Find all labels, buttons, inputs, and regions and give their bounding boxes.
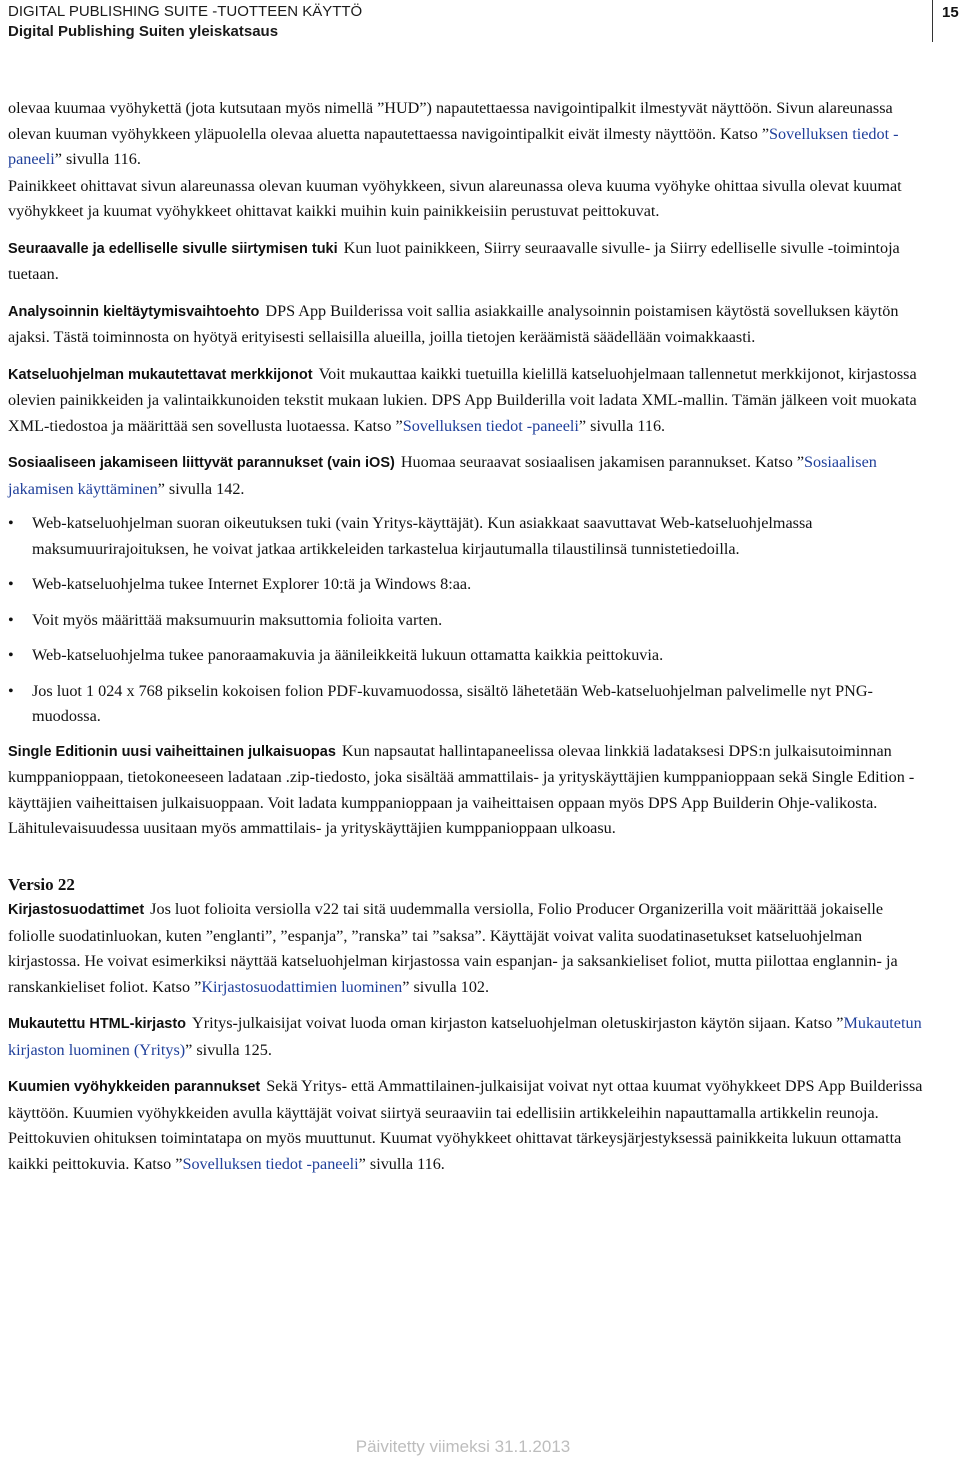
paragraph-hud	[8, 96, 928, 173]
chapter-title: Digital Publishing Suiten yleiskatsaus	[8, 23, 279, 40]
paragraph-text: Kun luot painikkeen, Siirry seuraavalle sivulle- ja Siirry edelliselle sivulle -toimintoja tuetaan.	[8, 238, 900, 283]
paragraph-text: olevaa kuumaa vyöhykettä (jota kutsutaan myös nimellä ”HUD”) napautettaessa navigointipalkit ilmestyvät näyttöön. Sivun alareunassa olevan kuuman vyöhykkeen yläpuolella olevaa aluetta napautettaessa navigointipalkit eivät ilmesty näyttöön. Katso ”	[8, 99, 893, 143]
paragraph-title: Analysoinnin kieltäytymisvaihtoehto	[8, 303, 260, 320]
document-title: DIGITAL PUBLISHING SUITE -TUOTTEEN KÄYTTÖ	[8, 3, 363, 20]
paragraph-text: Jos luot folioita versiolla v22 tai sitä uudemmalla versiolla, Folio Producer Organizerilla voit määrittää jokaiselle foliolle suodatinluokan, kuten ”englanti”, ”espanja”, ”ranska” tai ”saksa”. Käyttäjät voivat valita suodatinasetukset katseluohjelman kirjastossa. He voivat esimerkiksi näyttää katseluohjelman kirjastossa vain espanjan- ja saksankieliset foliot, mutta piilottaa englannin- ja ranskankieliset foliot. Katso ”	[8, 900, 898, 996]
section-heading: Versio 22	[8, 874, 75, 894]
paragraph-analytics-opt-out	[8, 299, 928, 351]
link-sosiaalinen-jakaminen[interactable]: Sosiaalisen jakamisen käyttäminen	[8, 453, 877, 498]
paragraph-suffix: ” sivulla 116.	[54, 150, 141, 168]
page-number: 15	[932, 0, 960, 42]
paragraph-text: Painikkeet ohittavat sivun alareunassa olevan kuuman vyöhykkeen, sivun alareunassa oleva kuuma vyöhyke ohittaa sivulla olevat kuumat vyöhykkeet ja kuumat vyöhykkeet ohittavat kaikki muihin kuin painikkeisiin perustuvat peittokuvat.	[8, 176, 902, 220]
feature-bullet-list	[8, 511, 928, 730]
list-item: • Jos luot 1 024 x 768 pikselin kokoisen folion PDF-kuvamuodossa, sisältö lähetetään Web-katseluohjelman palvelimelle nyt PNG-muodossa.	[8, 679, 928, 730]
paragraph-library-filters	[8, 897, 928, 1000]
link-mukautettu-kirjasto[interactable]: Mukautetun kirjaston luominen (Yritys)	[8, 1014, 922, 1059]
paragraph-text: DPS App Builderissa voit sallia asiakkaille analysoinnin poistamisen käytöstä sovelluksen käytön ajaksi. Tästä toiminnosta on hyötyä erityisesti sellaisilla alueilla, joilla tietojen keräämistä säädellään voimakkaasti.	[8, 301, 899, 346]
paragraph-text: Kun napsautat hallintapaneelissa olevaa linkkiä ladataksesi DPS:n julkaisutoiminnan kumppanioppaan, tietokoneeseen ladataan .zip-tiedosto, joka sisältää ammattilais- ja yrityskäyttäjien kumppanioppaan sekä Single Edition -käyttäjien vaiheittaisen julkaisuoppaan. Voit ladata kumppanioppaan ja vaiheittaisen oppaan myös DPS App Builderin Ohje-valikosta. Lähitulevaisuudessa uusitaan myös ammattilais- ja yrityskäyttäjien kumppanioppaan ulkoasu.	[8, 741, 915, 837]
link-sovelluksen-tiedot-2[interactable]: Sovelluksen tiedot -paneeli	[402, 416, 579, 435]
paragraph-title: Seuraavalle ja edelliselle sivulle siirtymisen tuki	[8, 240, 338, 257]
list-item: • Web-katseluohjelma tukee Internet Explorer 10:tä ja Windows 8:aa.	[8, 572, 928, 598]
list-item: • Web-katseluohjelman suoran oikeutuksen tuki (vain Yritys-käyttäjät). Kun asiakkaat saavuttavat Web-katseluohjelmassa maksumuurirajoituksen, he voivat jatkaa artikkeleiden tarkastelua kirjautumalla tilaustilinsä tunnistetiedoilla.	[8, 511, 928, 562]
list-item: • Web-katseluohjelma tukee panoraamakuvia ja äänileikkeitä lukuun ottamatta kaikkia peittokuvia.	[8, 643, 928, 669]
paragraph-title: Single Editionin uusi vaiheittainen julkaisuopas	[8, 743, 336, 760]
paragraph-single-edition	[8, 739, 928, 842]
paragraph-suffix: ” sivulla 102.	[402, 977, 490, 996]
paragraph-title: Sosiaaliseen jakamiseen liittyvät parannukset (vain iOS)	[8, 455, 395, 471]
paragraph-suffix: ” sivulla 116.	[578, 416, 666, 435]
link-sovelluksen-tiedot-1[interactable]: Sovelluksen tiedot -paneeli	[8, 124, 899, 168]
paragraph-title: Mukautettu HTML-kirjasto	[8, 1016, 187, 1032]
paragraph-suffix: ” sivulla 116.	[358, 1154, 445, 1173]
paragraph-page-navigation	[8, 236, 928, 288]
paragraph-title: Katseluohjelman mukautettavat merkkijonot	[8, 366, 313, 383]
list-item: • Voit myös määrittää maksumuurin maksuttomia folioita varten.	[8, 608, 928, 634]
paragraph-suffix: ” sivulla 125.	[185, 1040, 272, 1059]
paragraph-text: Huomaa seuraavat sosiaalisen jakamisen parannukset. Katso ”	[400, 453, 805, 471]
paragraph-text: Sekä Yritys- että Ammattilainen-julkaisijat voivat nyt ottaa kuumat vyöhykkeet DPS App Builderissa käyttöön. Kuumien vyöhykkeiden avulla käyttäjät voivat siirtyä seuraaviin tai edellisiin artikkeleihin napauttamalla artikkelin reunoja. Peittokuvien ohituksen toimintatapa on myös muuttunut. Kuumat vyöhykkeet ohittavat tärkeysjärjestyksessä painikkeita lukuun ottamatta kaikki peittokuvia. Katso ”	[8, 1077, 923, 1173]
page-body	[8, 96, 928, 1177]
paragraph-social-sharing	[8, 450, 928, 502]
link-kirjastosuodattimet[interactable]: Kirjastosuodattimien luominen	[201, 977, 403, 996]
paragraph-hot-zones	[8, 1074, 928, 1177]
paragraph-custom-library	[8, 1011, 928, 1063]
paragraph-text: Yritys-julkaisijat voivat luoda oman kirjaston katseluohjelman oletuskirjaston käytön sijaan. Katso ”	[192, 1014, 844, 1032]
paragraph-title: Kuumien vyöhykkeiden parannukset	[8, 1079, 261, 1095]
running-header	[8, 0, 362, 42]
paragraph-suffix: ” sivulla 142.	[157, 479, 245, 498]
footer-updated-date: Päivitetty viimeksi 31.1.2013	[355, 1437, 571, 1456]
paragraph-viewer-strings	[8, 362, 928, 440]
link-sovelluksen-tiedot-3[interactable]: Sovelluksen tiedot -paneeli	[182, 1154, 359, 1173]
paragraph-title: Kirjastosuodattimet	[8, 902, 145, 918]
paragraph-buttons-override	[8, 174, 928, 225]
paragraph-text: Voit mukauttaa kaikki tuetuilla kielillä katseluohjelmaan tallennetut merkkijonot, kirjastossa olevien painikkeiden ja valintaikkunoiden tekstit mukaan lukien. DPS App Builderilla voit ladata XML-mallin. Tämän jälkeen voit muokata XML-tiedostoa ja määrittää sen sovellusta luotaessa. Katso ”	[8, 364, 917, 435]
